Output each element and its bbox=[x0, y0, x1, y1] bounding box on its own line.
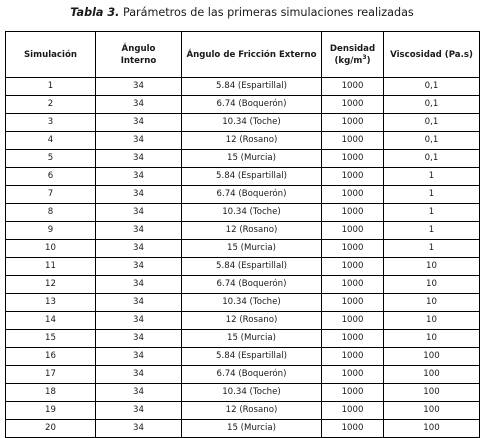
table-row bbox=[6, 330, 480, 348]
cell-angulo-friccion: 6.74 (Boquerón) bbox=[182, 366, 322, 384]
cell-angulo-friccion: 10.34 (Toche) bbox=[182, 204, 322, 222]
cell-angulo-friccion: 10.34 (Toche) bbox=[182, 294, 322, 312]
cell-angulo-friccion: 10.34 (Toche) bbox=[182, 384, 322, 402]
cell-angulo-interno: 34 bbox=[96, 186, 182, 204]
cell-angulo-friccion: 6.74 (Boquerón) bbox=[182, 186, 322, 204]
cell-angulo-interno: 34 bbox=[96, 168, 182, 186]
cell-angulo-friccion: 12 (Rosano) bbox=[182, 132, 322, 150]
cell-angulo-interno: 34 bbox=[96, 384, 182, 402]
cell-viscosidad: 1 bbox=[384, 168, 480, 186]
cell-simulacion: 14 bbox=[6, 312, 96, 330]
table-row bbox=[6, 420, 480, 438]
header-simulacion bbox=[6, 32, 96, 78]
header-viscosidad bbox=[384, 32, 480, 78]
cell-densidad: 1000 bbox=[322, 258, 384, 276]
cell-simulacion: 9 bbox=[6, 222, 96, 240]
cell-viscosidad: 1 bbox=[384, 204, 480, 222]
cell-angulo-interno: 34 bbox=[96, 276, 182, 294]
cell-densidad: 1000 bbox=[322, 132, 384, 150]
header-angulo-friccion-label: Ángulo de Fricción Externo bbox=[186, 49, 317, 60]
cell-viscosidad: 100 bbox=[384, 420, 480, 438]
table-caption bbox=[0, 6, 484, 20]
cell-viscosidad: 1 bbox=[384, 240, 480, 258]
cell-simulacion: 12 bbox=[6, 276, 96, 294]
cell-angulo-friccion: 10.34 (Toche) bbox=[182, 114, 322, 132]
cell-densidad: 1000 bbox=[322, 96, 384, 114]
cell-simulacion: 4 bbox=[6, 132, 96, 150]
cell-angulo-interno: 34 bbox=[96, 222, 182, 240]
cell-angulo-friccion: 6.74 (Boquerón) bbox=[182, 276, 322, 294]
table-caption-label: Tabla 3. bbox=[70, 6, 120, 19]
cell-viscosidad: 10 bbox=[384, 330, 480, 348]
cell-simulacion: 15 bbox=[6, 330, 96, 348]
table-row bbox=[6, 276, 480, 294]
cell-densidad: 1000 bbox=[322, 420, 384, 438]
cell-densidad: 1000 bbox=[322, 294, 384, 312]
cell-densidad: 1000 bbox=[322, 312, 384, 330]
cell-viscosidad: 10 bbox=[384, 312, 480, 330]
header-simulacion-label: Simulación bbox=[23, 49, 77, 60]
cell-angulo-interno: 34 bbox=[96, 240, 182, 258]
cell-simulacion: 6 bbox=[6, 168, 96, 186]
cell-densidad: 1000 bbox=[322, 150, 384, 168]
cell-angulo-interno: 34 bbox=[96, 78, 182, 96]
cell-simulacion: 7 bbox=[6, 186, 96, 204]
table-row bbox=[6, 204, 480, 222]
cell-densidad: 1000 bbox=[322, 330, 384, 348]
cell-angulo-interno: 34 bbox=[96, 294, 182, 312]
cell-densidad: 1000 bbox=[322, 222, 384, 240]
cell-viscosidad: 0,1 bbox=[384, 150, 480, 168]
cell-angulo-interno: 34 bbox=[96, 420, 182, 438]
cell-simulacion: 2 bbox=[6, 96, 96, 114]
cell-angulo-friccion: 5.84 (Espartillal) bbox=[182, 258, 322, 276]
cell-angulo-interno: 34 bbox=[96, 132, 182, 150]
cell-viscosidad: 100 bbox=[384, 402, 480, 420]
cell-viscosidad: 1 bbox=[384, 222, 480, 240]
header-angulo-interno bbox=[96, 32, 182, 78]
cell-simulacion: 13 bbox=[6, 294, 96, 312]
cell-simulacion: 8 bbox=[6, 204, 96, 222]
table-row bbox=[6, 168, 480, 186]
cell-simulacion: 1 bbox=[6, 78, 96, 96]
table-row bbox=[6, 186, 480, 204]
header-angulo-interno-line1: Ángulo bbox=[121, 43, 156, 54]
cell-simulacion: 10 bbox=[6, 240, 96, 258]
cell-viscosidad: 10 bbox=[384, 258, 480, 276]
cell-angulo-interno: 34 bbox=[96, 330, 182, 348]
cell-simulacion: 11 bbox=[6, 258, 96, 276]
table-body bbox=[6, 78, 480, 438]
cell-angulo-friccion: 15 (Murcia) bbox=[182, 420, 322, 438]
cell-angulo-interno: 34 bbox=[96, 348, 182, 366]
table-caption-text: Parámetros de las primeras simulaciones realizadas bbox=[119, 6, 414, 19]
table-row bbox=[6, 294, 480, 312]
cell-densidad: 1000 bbox=[322, 168, 384, 186]
cell-angulo-friccion: 5.84 (Espartillal) bbox=[182, 78, 322, 96]
cell-viscosidad: 10 bbox=[384, 276, 480, 294]
table-row bbox=[6, 402, 480, 420]
cell-angulo-friccion: 15 (Murcia) bbox=[182, 330, 322, 348]
header-viscosidad-label: Viscosidad (Pa.s) bbox=[390, 49, 473, 60]
table-row bbox=[6, 240, 480, 258]
cell-angulo-interno: 34 bbox=[96, 96, 182, 114]
cell-viscosidad: 0,1 bbox=[384, 114, 480, 132]
cell-angulo-friccion: 15 (Murcia) bbox=[182, 150, 322, 168]
header-densidad-unit-pre: (kg/m bbox=[334, 55, 363, 66]
table-header-row bbox=[6, 32, 480, 78]
cell-viscosidad: 10 bbox=[384, 294, 480, 312]
cell-densidad: 1000 bbox=[322, 348, 384, 366]
cell-simulacion: 16 bbox=[6, 348, 96, 366]
cell-angulo-interno: 34 bbox=[96, 258, 182, 276]
header-angulo-interno-line2: Interno bbox=[120, 55, 157, 66]
cell-simulacion: 20 bbox=[6, 420, 96, 438]
table-row bbox=[6, 366, 480, 384]
cell-simulacion: 5 bbox=[6, 150, 96, 168]
cell-angulo-friccion: 6.74 (Boquerón) bbox=[182, 96, 322, 114]
cell-densidad: 1000 bbox=[322, 366, 384, 384]
cell-angulo-interno: 34 bbox=[96, 312, 182, 330]
table-row bbox=[6, 150, 480, 168]
cell-angulo-friccion: 15 (Murcia) bbox=[182, 240, 322, 258]
table-row bbox=[6, 96, 480, 114]
cell-simulacion: 18 bbox=[6, 384, 96, 402]
cell-angulo-interno: 34 bbox=[96, 204, 182, 222]
cell-viscosidad: 0,1 bbox=[384, 96, 480, 114]
table-row bbox=[6, 312, 480, 330]
header-densidad-unit-sup: 3 bbox=[362, 53, 367, 61]
cell-densidad: 1000 bbox=[322, 78, 384, 96]
table-row bbox=[6, 78, 480, 96]
simulation-parameters-table bbox=[5, 31, 480, 438]
cell-angulo-friccion: 12 (Rosano) bbox=[182, 402, 322, 420]
cell-simulacion: 17 bbox=[6, 366, 96, 384]
cell-densidad: 1000 bbox=[322, 384, 384, 402]
cell-densidad: 1000 bbox=[322, 204, 384, 222]
cell-densidad: 1000 bbox=[322, 114, 384, 132]
cell-viscosidad: 1 bbox=[384, 186, 480, 204]
cell-densidad: 1000 bbox=[322, 186, 384, 204]
header-densidad bbox=[322, 32, 384, 78]
table-row bbox=[6, 114, 480, 132]
cell-angulo-interno: 34 bbox=[96, 150, 182, 168]
header-densidad-unit-post: ) bbox=[366, 55, 371, 66]
cell-viscosidad: 100 bbox=[384, 384, 480, 402]
table-row bbox=[6, 384, 480, 402]
header-densidad-line1: Densidad bbox=[329, 43, 376, 54]
table-row bbox=[6, 222, 480, 240]
cell-angulo-friccion: 12 (Rosano) bbox=[182, 222, 322, 240]
cell-simulacion: 3 bbox=[6, 114, 96, 132]
cell-viscosidad: 100 bbox=[384, 366, 480, 384]
table-row bbox=[6, 348, 480, 366]
cell-densidad: 1000 bbox=[322, 402, 384, 420]
table-row bbox=[6, 258, 480, 276]
cell-simulacion: 19 bbox=[6, 402, 96, 420]
cell-angulo-interno: 34 bbox=[96, 366, 182, 384]
cell-angulo-friccion: 12 (Rosano) bbox=[182, 312, 322, 330]
cell-densidad: 1000 bbox=[322, 240, 384, 258]
table-row bbox=[6, 132, 480, 150]
cell-angulo-interno: 34 bbox=[96, 402, 182, 420]
cell-viscosidad: 0,1 bbox=[384, 78, 480, 96]
cell-angulo-interno: 34 bbox=[96, 114, 182, 132]
cell-viscosidad: 0,1 bbox=[384, 132, 480, 150]
header-angulo-friccion bbox=[182, 32, 322, 78]
header-densidad-unit bbox=[322, 55, 383, 67]
cell-densidad: 1000 bbox=[322, 276, 384, 294]
cell-viscosidad: 100 bbox=[384, 348, 480, 366]
cell-angulo-friccion: 5.84 (Espartillal) bbox=[182, 348, 322, 366]
cell-angulo-friccion: 5.84 (Espartillal) bbox=[182, 168, 322, 186]
